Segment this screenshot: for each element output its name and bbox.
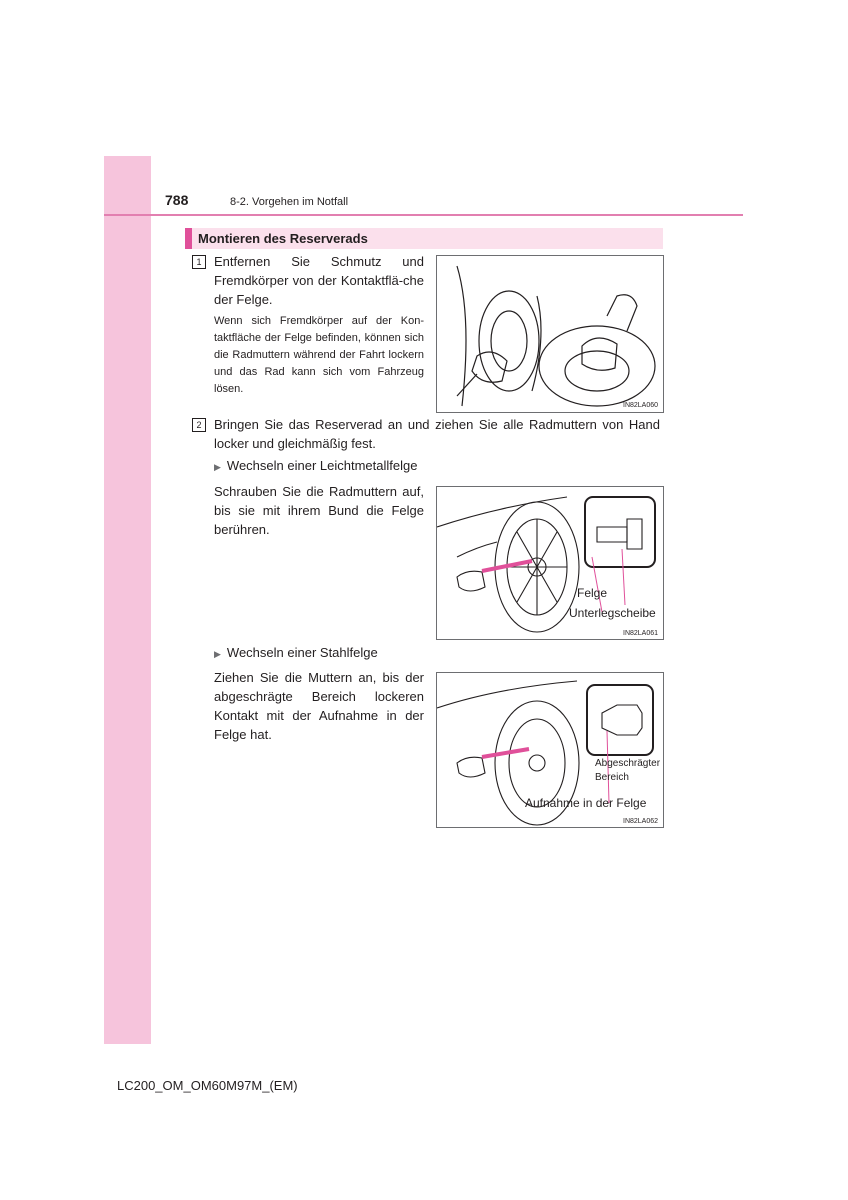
label-felge: Felge: [577, 586, 608, 600]
steel-text: Ziehen Sie die Muttern an, bis der abgeschrägte Bereich lockeren Kontakt mit der Aufnahme in der Felge hat.: [214, 670, 424, 742]
steel-subheading: [214, 645, 378, 660]
step1-note: Wenn sich Fremdkörper auf der Kon-taktfläche der Felge befinden, können sich die Radmuttern während der Fahrt lockern und das Rad kann sich vom Fahrzeug lösen.: [214, 315, 424, 395]
label-bereich: Bereich: [595, 772, 629, 783]
section-title: 8-2. Vorgehen im Notfall: [230, 196, 349, 208]
steel-title: Wechseln einer Stahlfelge: [226, 645, 378, 660]
step-number-1: 1: [192, 255, 206, 269]
footer-code: LC200_OM_OM60M97M_(EM): [117, 1078, 298, 1093]
figure-code-061: IN82LA061: [623, 630, 659, 637]
triangle-bullet-icon: ▶: [214, 649, 221, 659]
page-number: 788: [165, 192, 189, 208]
alloy-title: Wechseln einer Leichtmetallfelge: [226, 458, 418, 473]
alloy-text: Schrauben Sie die Radmuttern auf, bis sie mit ihrem Bund die Felge berühren.: [214, 484, 424, 537]
chapter-sidebar: [104, 156, 151, 1044]
label-aufnahme: Aufnahme in der Felge: [525, 796, 647, 810]
step-number-2: 2: [192, 418, 206, 432]
heading-title: Montieren des Reserverads: [198, 231, 368, 246]
header-rule: [104, 214, 743, 216]
alloy-subheading: [214, 458, 417, 473]
figure-code-060: IN82LA060: [623, 402, 659, 409]
step1-text: Entfernen Sie Schmutz und Fremdkörper von der Kontaktflä-che der Felge.: [214, 254, 424, 307]
label-abgeschraegter: Abgeschrägter: [595, 758, 661, 769]
step2-text: Bringen Sie das Reserverad an und ziehen Sie alle Radmuttern von Hand locker und gleichmäßig fest.: [214, 417, 660, 451]
triangle-bullet-icon: ▶: [214, 462, 221, 472]
figure-alloy-wheel: [436, 486, 664, 640]
figure-code-062: IN82LA062: [623, 818, 659, 825]
label-unterlegscheibe: Unterlegscheibe: [569, 606, 656, 620]
figure-steel-wheel: [436, 672, 664, 828]
figure-clean-hub: [436, 255, 664, 413]
